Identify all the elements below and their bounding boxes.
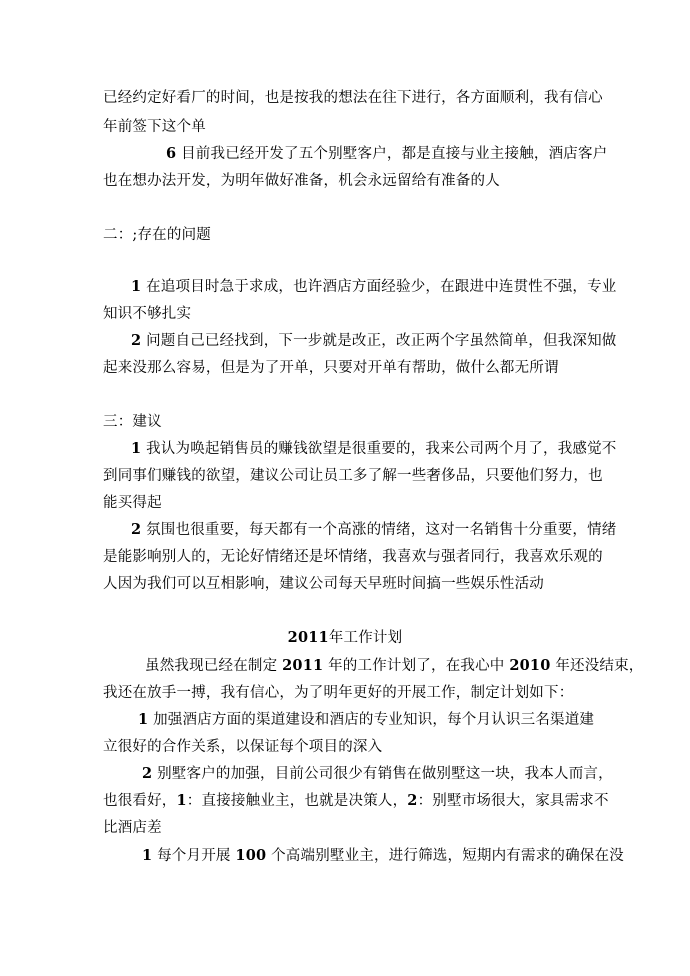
plan-intro-c: 年还没结束， [555,658,644,674]
plan3-b: 个高端别墅业主，进行筛选，短期内有需求的确保在没 [271,848,624,864]
plan1-line1-text: 加强酒店方面的渠道建设和酒店的专业知识，每个月认识三名渠道建 [153,712,595,728]
suggestion2-line1 [131,520,617,540]
plan-title [0,628,690,648]
suggestion1-line2: 到同事们赚钱的欲望，建议公司让员工多了解一些奢侈品，只要他们努力，也 [103,468,603,484]
p1-line2: 年前签下这个单 [103,119,206,135]
plan-intro-a: 虽然我现已经在制定 [145,658,278,674]
section2-heading: 二：;存在的问题 [103,227,211,243]
plan1-line1 [138,710,594,730]
plan1-number: 1 [138,711,149,728]
plan2-line1-text: 别墅客户的加强，目前公司很少有销售在做别墅这一块，我本人而言， [157,766,613,782]
plan3-a: 每个月开展 [157,848,231,864]
problem2-line1-text: 问题自己已经找到，下一步就是改正，改正两个字虽然简单，但我深知做 [146,333,617,349]
plan2-n1: 1 [176,792,187,809]
plan2-line2c: ：别墅市场很大，家具需求不 [417,793,609,809]
problem1-line1 [131,277,617,297]
problem1-line1-text: 在追项目时急于求成，也许酒店方面经验少，在跟进中连贯性不强，专业 [146,279,617,295]
plan2-line3: 比酒店差 [103,820,162,836]
problem1-line2: 知识不够扎实 [103,306,192,322]
suggestion1-line1 [131,439,617,459]
plan-title-year: 2011 [287,629,329,646]
suggestion2-line2: 是能影响别人的，无论好情绪还是坏情绪，我喜欢与强者同行，我喜欢乐观的 [103,549,603,565]
suggestion1-line1-text: 我认为唤起销售员的赚钱欲望是很重要的，我来公司两个月了，我感觉不 [146,441,617,457]
plan-intro-line1 [145,656,644,676]
p2-line1-text: 目前我已经开发了五个别墅客户，都是直接与业主接触，酒店客户 [181,146,608,162]
suggestion1-number: 1 [131,440,142,457]
suggestion2-line3: 人因为我们可以互相影响，建议公司每天早班时间搞一些娱乐性活动 [103,576,544,592]
plan2-n2: 2 [407,792,418,809]
suggestion2-line1-text: 氛围也很重要，每天都有一个高涨的情绪，这对一名销售十分重要，情绪 [146,522,617,538]
section3-heading: 三：建议 [103,414,162,430]
plan3-number: 1 [142,847,153,864]
plan-intro-year1: 2011 [282,657,324,674]
plan2-line2 [103,791,609,811]
plan-intro-line2: 我还在放手一搏，我有信心，为了明年更好的开展工作，制定计划如下： [103,685,574,701]
plan-intro-b: 年的工作计划了，在我心中 [328,658,505,674]
problem1-number: 1 [131,278,142,295]
plan2-number: 2 [142,765,153,782]
problem2-line1 [131,331,617,351]
p2-line2: 也在想办法开发，为明年做好准备，机会永远留给有准备的人 [103,173,500,189]
plan-intro-year2: 2010 [509,657,551,674]
plan3-line1 [142,846,624,866]
p2-number: 6 [166,145,177,162]
p2-line1 [166,144,607,164]
p1-line1: 已经约定好看厂的时间，也是按我的想法在往下进行，各方面顺利，我有信心 [103,90,603,106]
suggestion1-line3: 能买得起 [103,495,162,511]
plan2-line2b: ：直接接触业主，也就是决策人， [186,793,408,809]
problem2-line2: 起来没那么容易，但是为了开单，只要对开单有帮助，做什么都无所谓 [103,360,559,376]
plan1-line2: 立很好的合作关系，以保证每个项目的深入 [103,739,383,755]
plan2-line2a: 也很看好， [103,793,177,809]
plan2-line1 [142,764,613,784]
problem2-number: 2 [131,332,142,349]
plan3-count: 100 [235,847,267,864]
plan-title-text: 年工作计划 [328,630,403,646]
suggestion2-number: 2 [131,521,142,538]
